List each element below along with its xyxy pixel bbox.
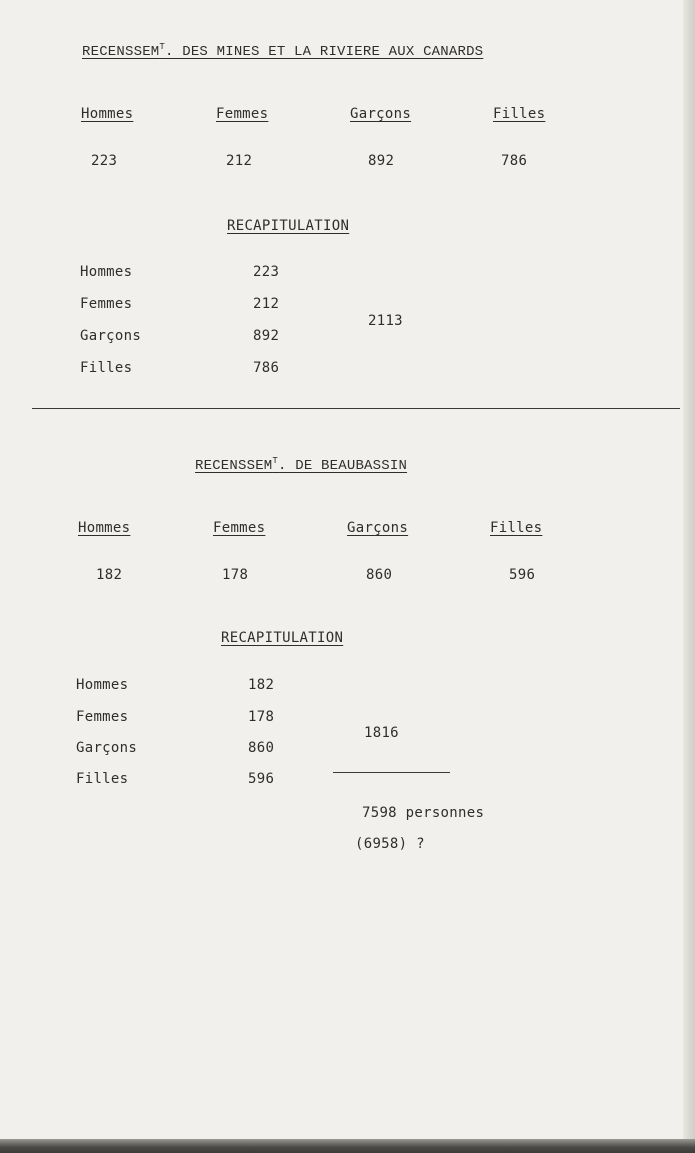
section1-title: $RECENSSEM^T$. DES MINES ET LA RIVIERE AUX CANARDS — [82, 42, 484, 60]
section2-recap-title: RECAPITULATION — [221, 630, 344, 646]
section1-recap-value-garcons: 892 — [253, 328, 280, 344]
section1-recap-value-filles: 786 — [253, 360, 280, 376]
section2-recap-value-femmes: 178 — [248, 709, 275, 725]
section1-recap-label-garcons: Garçons — [80, 328, 142, 344]
section2-recap-value-hommes: 182 — [248, 677, 275, 693]
section2-recap-label-hommes: Hommes — [76, 677, 129, 693]
section1-value-femmes: 212 — [226, 153, 253, 169]
section1-recap-label-filles: Filles — [80, 360, 133, 376]
section1-recap-value-hommes: 223 — [253, 264, 280, 280]
section2-header-filles: Filles — [490, 520, 543, 536]
section2-recap-value-filles: 596 — [248, 771, 275, 787]
section1-header-femmes: Femmes — [216, 106, 269, 122]
section1-recap-label-hommes: Hommes — [80, 264, 133, 280]
section2-recap-total: 1816 — [364, 725, 399, 741]
section1-recap-label-femmes: Femmes — [80, 296, 133, 312]
page-right-edge — [683, 0, 695, 1153]
section2-value-filles: 596 — [509, 567, 536, 583]
section2-header-hommes: Hommes — [78, 520, 131, 536]
section1-value-garcons: 892 — [368, 153, 395, 169]
section2-recap-label-femmes: Femmes — [76, 709, 129, 725]
section1-recap-total: 2113 — [368, 313, 403, 329]
section1-value-hommes: 223 — [91, 153, 118, 169]
alt-total: (6958) ? — [355, 836, 425, 852]
section2-title: $RECENSSEM^T$. DE BEAUBASSIN — [195, 456, 408, 474]
section-divider — [32, 408, 680, 409]
section1-recap-value-femmes: 212 — [253, 296, 280, 312]
section2-recap-value-garcons: 860 — [248, 740, 275, 756]
section2-header-garcons: Garçons — [347, 520, 409, 536]
section2-value-hommes: 182 — [96, 567, 123, 583]
section1-value-filles: 786 — [501, 153, 528, 169]
section2-recap-label-garcons: Garçons — [76, 740, 138, 756]
section2-header-femmes: Femmes — [213, 520, 266, 536]
sum-line — [333, 772, 450, 773]
grand-total: 7598 personnes — [362, 805, 485, 821]
section1-header-filles: Filles — [493, 106, 546, 122]
section2-value-femmes: 178 — [222, 567, 249, 583]
page-bottom-edge — [0, 1139, 695, 1153]
section2-value-garcons: 860 — [366, 567, 393, 583]
section1-header-hommes: Hommes — [81, 106, 134, 122]
section1-recap-title: RECAPITULATION — [227, 218, 350, 234]
section1-header-garcons: Garçons — [350, 106, 412, 122]
section2-recap-label-filles: Filles — [76, 771, 129, 787]
